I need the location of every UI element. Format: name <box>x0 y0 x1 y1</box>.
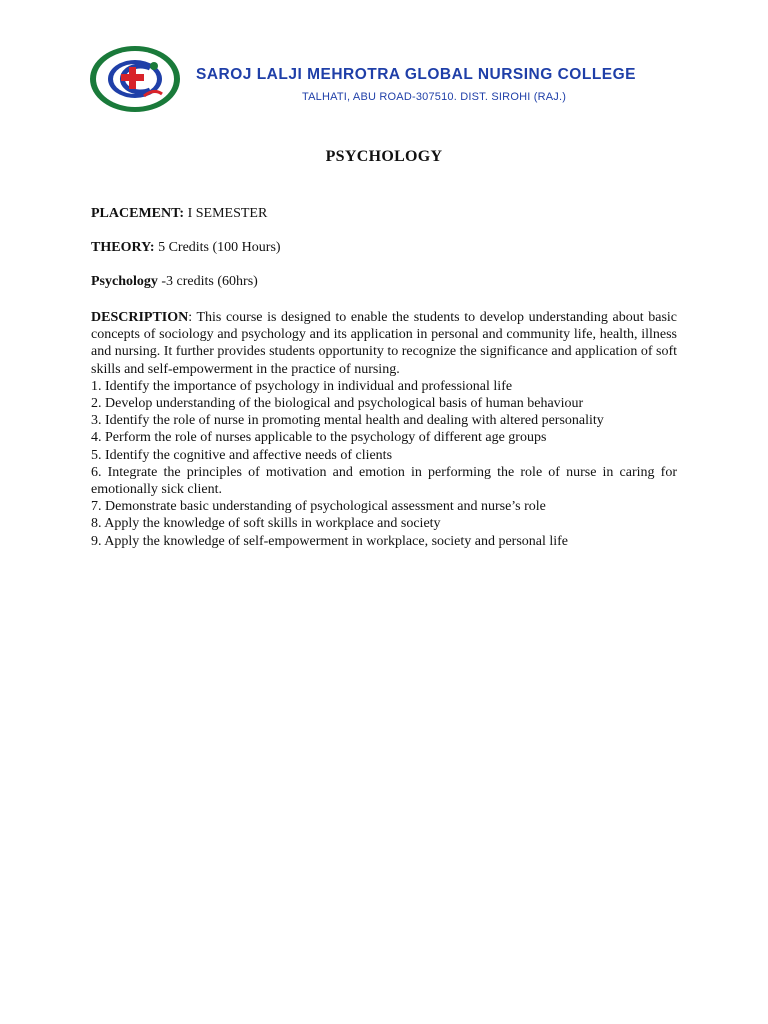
description-text: : This course is designed to enable the students to develop understanding about basic concepts of sociology and psychology and its application in personal and community life, health, illness and nursing. It further provides students opportunity to recognize the significance and application of soft skills and self-empowerment in the practice of nursing. <box>91 310 677 377</box>
objectives-list <box>91 378 677 550</box>
theory-line <box>91 240 281 256</box>
description-section <box>91 309 677 550</box>
objective-item: 2. Develop understanding of the biological and psychological basis of human behaviour <box>91 396 584 412</box>
objective-item: 5. Identify the cognitive and affective needs of clients <box>91 447 393 463</box>
letterhead <box>88 44 680 114</box>
page-title: PSYCHOLOGY <box>325 148 443 165</box>
description-paragraph <box>91 309 677 378</box>
psychology-label: Psychology <box>91 274 158 289</box>
objective-item: 9. Apply the knowledge of self-empowerment in workplace, society and personal life <box>91 533 569 549</box>
objective-item: 6. Integrate the principles of motivation and emotion in performing the role of nurse in caring for emotionally sick client. <box>91 464 677 498</box>
objective-item: 7. Demonstrate basic understanding of psychological assessment and nurse’s role <box>91 499 546 515</box>
objective-item: 3. Identify the role of nurse in promoting mental health and dealing with altered personality <box>91 413 604 429</box>
college-logo <box>88 44 182 114</box>
description-label: DESCRIPTION <box>91 310 189 325</box>
placement-line <box>91 206 267 222</box>
theory-value: 5 Credits (100 Hours) <box>154 240 281 255</box>
objective-item: 4. Perform the role of nurses applicable to the psychology of different age groups <box>91 430 547 446</box>
college-name: SAROJ LALJI MEHROTRA GLOBAL NURSING COLLEGE <box>196 66 637 83</box>
psychology-value: -3 credits (60hrs) <box>157 274 258 289</box>
theory-label: THEORY: <box>91 240 155 255</box>
psychology-credits-line <box>91 274 258 290</box>
college-address: TALHATI, ABU ROAD-307510. DIST. SIROHI (RAJ.) <box>302 91 567 103</box>
objective-item: 8. Apply the knowledge of soft skills in workplace and society <box>91 516 441 532</box>
placement-label: PLACEMENT: <box>91 206 185 221</box>
objective-item: 1. Identify the importance of psychology in individual and professional life <box>91 378 513 394</box>
placement-value: I SEMESTER <box>184 206 268 221</box>
